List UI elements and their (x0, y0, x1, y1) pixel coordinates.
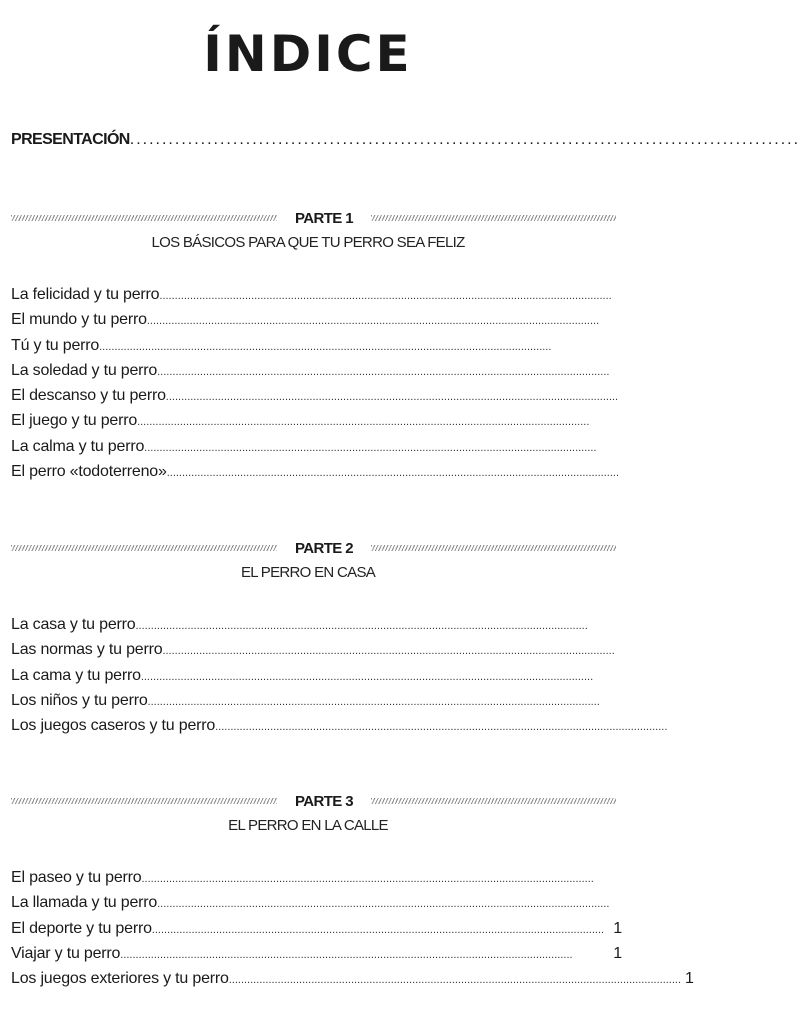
entry-title: El descanso y tu perro (11, 387, 166, 405)
part-3-label: PARTE 3 (294, 792, 354, 810)
entry-title: Los juegos exteriores y tu perro (11, 970, 229, 988)
entry-title: Tú y tu perro (11, 336, 100, 354)
dot-leader: .................................................................................................................................................... (135, 620, 588, 632)
toc-entry[interactable] (11, 358, 616, 383)
entry-title: Los juegos caseros y tu perro (11, 717, 216, 735)
toc-entry[interactable] (11, 333, 616, 358)
dot-leader: .................................................................................................................................................... (144, 441, 597, 454)
hatch-divider (371, 215, 616, 221)
toc-entry[interactable] (11, 434, 616, 459)
dot-leader: .................................................................................................................................................... (157, 898, 610, 911)
part-1-label: PARTE 1 (294, 209, 354, 227)
part-3-entries (11, 865, 694, 991)
dot-leader: ........................................................................................................ (129, 131, 800, 148)
entry-page: 1 (613, 944, 622, 962)
toc-entry[interactable] (11, 612, 616, 637)
presentation-label: PRESENTACIÓN (11, 131, 130, 148)
toc-entry[interactable] (11, 383, 619, 408)
toc-entry[interactable] (11, 941, 622, 966)
hatch-divider (371, 545, 616, 551)
dot-leader: .................................................................................................................................................... (151, 923, 605, 936)
part-2-subtitle: EL PERRO EN CASA (240, 564, 376, 581)
dot-leader: .................................................................................................................................................... (140, 670, 594, 683)
dot-leader: .................................................................................................................................................... (162, 645, 615, 658)
dot-leader: .................................................................................................................................................... (228, 974, 682, 987)
dot-leader: .................................................................................................................................................... (165, 391, 619, 404)
dot-leader: .................................................................................................................................................... (159, 290, 612, 302)
part-2-header (11, 540, 616, 556)
hatch-divider (371, 798, 616, 804)
part-1-subtitle: LOS BÁSICOS PARA QUE TU PERRO SEA FELIZ (151, 234, 465, 251)
toc-entry[interactable] (11, 459, 620, 484)
entry-title: Viajar y tu perro (11, 944, 121, 962)
toc-entry[interactable] (11, 890, 616, 915)
part-1-entries (11, 282, 620, 484)
toc-entry[interactable] (11, 966, 694, 991)
entry-title: La llamada y tu perro (11, 894, 158, 912)
dot-leader: .................................................................................................................................................... (157, 365, 610, 378)
hatch-divider (11, 545, 277, 551)
part-3-subtitle: EL PERRO EN LA CALLE (228, 817, 388, 834)
entry-title: El juego y tu perro (11, 412, 138, 430)
entry-title: La cama y tu perro (11, 666, 141, 684)
entry-title: Las normas y tu perro (11, 641, 163, 659)
toc-entry[interactable] (11, 688, 616, 713)
dot-leader: .................................................................................................................................................... (147, 695, 600, 708)
entry-title: La felicidad y tu perro (11, 286, 160, 303)
entry-title: El perro «todoterreno» (11, 463, 167, 481)
dot-leader: .................................................................................................................................................... (146, 315, 600, 328)
toc-entry[interactable] (11, 408, 616, 433)
entry-title: La calma y tu perro (11, 437, 145, 455)
toc-entry[interactable] (11, 637, 616, 662)
entry-title: El paseo y tu perro (11, 869, 142, 886)
hatch-divider (11, 215, 277, 221)
toc-entry[interactable] (11, 282, 616, 307)
entry-page: 1 (685, 970, 694, 988)
entry-page: 1 (613, 919, 622, 937)
dot-leader: .................................................................................................................................................... (137, 416, 590, 429)
entry-title: El deporte y tu perro (11, 919, 152, 937)
toc-entry[interactable] (11, 307, 616, 332)
entry-title: La soledad y tu perro (11, 361, 158, 379)
toc-entry[interactable] (11, 916, 622, 941)
entry-title: Los niños y tu perro (11, 691, 148, 709)
dot-leader: .................................................................................................................................................... (120, 948, 573, 961)
toc-entry[interactable] (11, 713, 668, 738)
hatch-divider (11, 798, 277, 804)
dot-leader: .................................................................................................................................................... (141, 873, 594, 885)
entry-title: La casa y tu perro (11, 616, 136, 633)
dot-leader: .................................................................................................................................................... (215, 721, 668, 734)
dot-leader: .................................................................................................................................................... (99, 340, 552, 353)
dot-leader: .................................................................................................................................................... (166, 467, 620, 480)
toc-entry[interactable] (11, 865, 616, 890)
part-2-entries (11, 612, 668, 738)
part-2-label: PARTE 2 (294, 539, 354, 557)
toc-presentation (11, 131, 800, 149)
entry-title: El mundo y tu perro (11, 311, 147, 329)
page-title: ÍNDICE (203, 25, 413, 83)
toc-entry[interactable] (11, 663, 616, 688)
part-1-header (11, 210, 616, 226)
part-3-header (11, 793, 616, 809)
